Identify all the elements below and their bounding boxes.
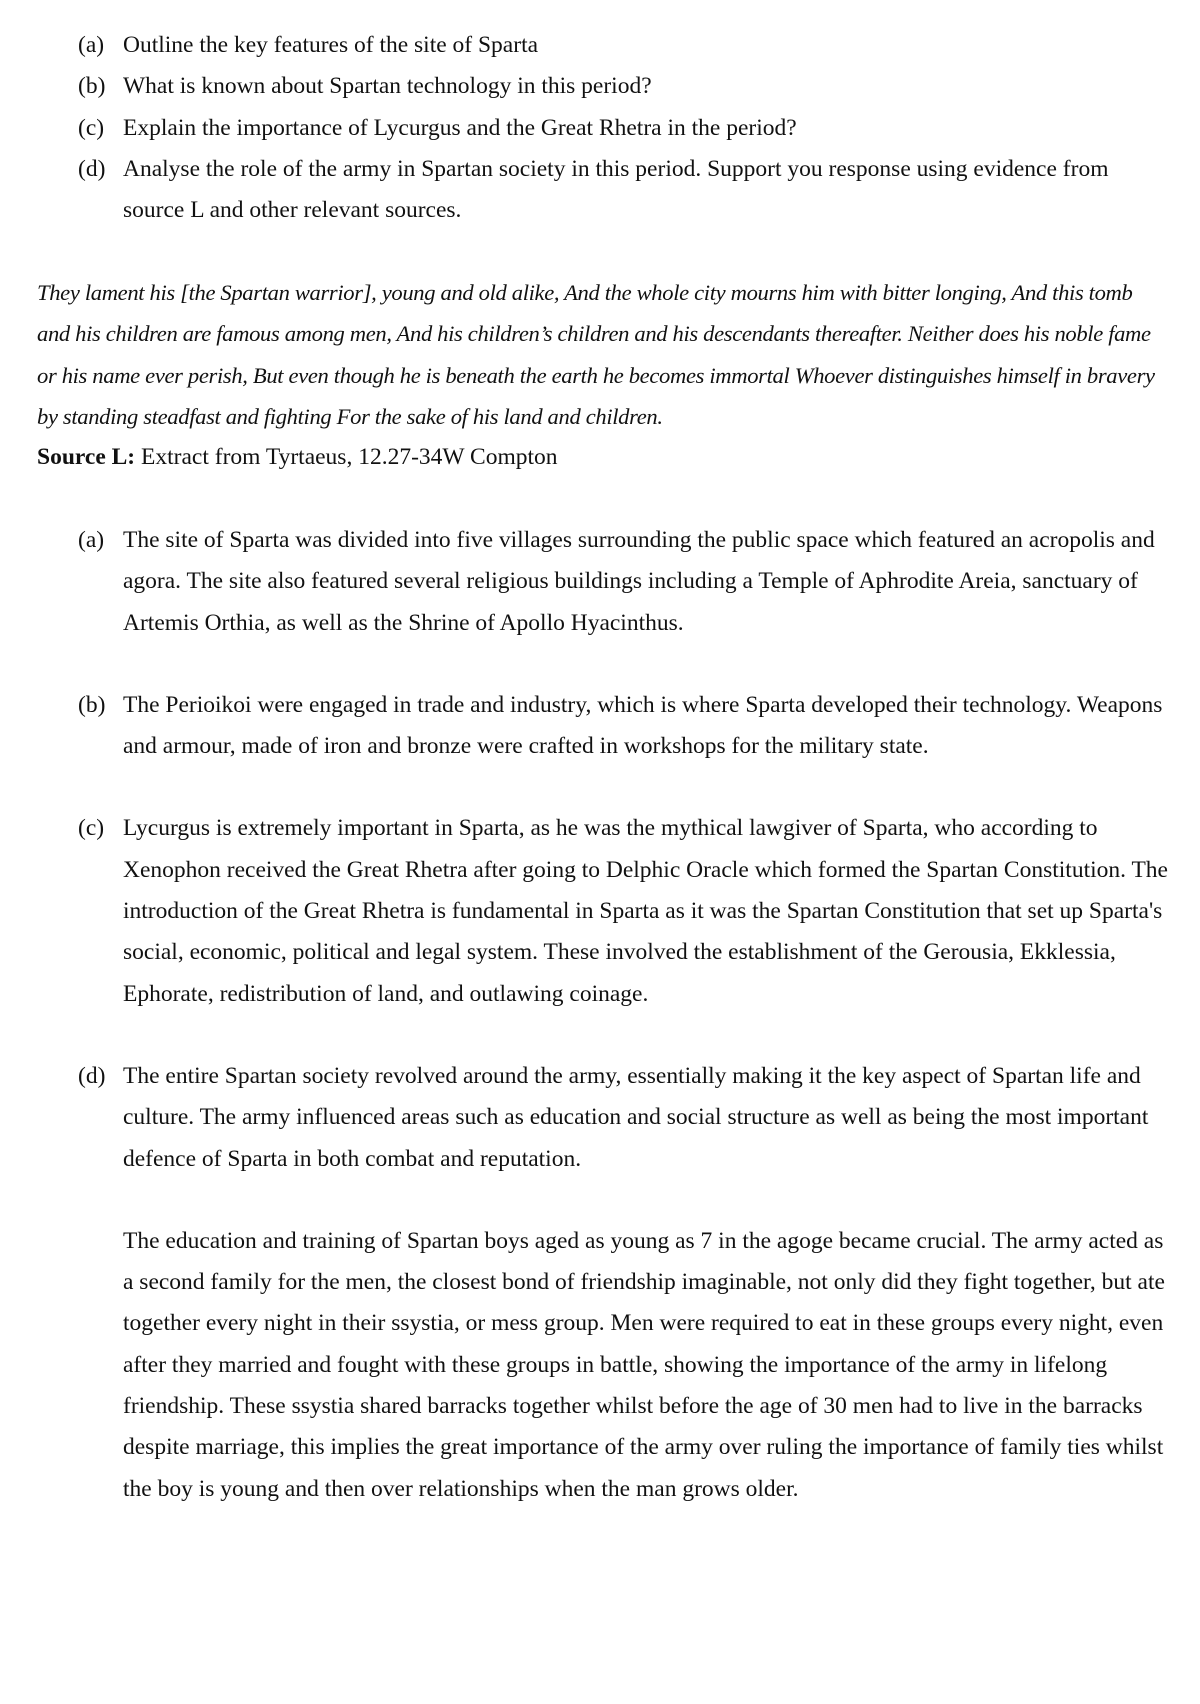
answer-paragraph: The site of Sparta was divided into five villages surrounding the public space which featured an acropolis and agora. The site also featured several religious buildings including a Temple of Aphrodite Areia, sanctuary of Artemis Orthia, as well as the Shrine of Apollo Hyacinthus.: [123, 527, 1155, 636]
answer-marker: (c): [78, 815, 105, 842]
question-item: [78, 25, 1168, 66]
answer-item: [78, 520, 1173, 644]
question-list: [78, 25, 1168, 231]
question-text: What is known about Spartan technology in this period?: [123, 73, 652, 100]
question-item: [78, 108, 1168, 149]
question-marker: (a): [78, 32, 105, 58]
answer-marker: (b): [78, 691, 106, 718]
question-marker: (d): [78, 155, 106, 182]
answer-marker: (a): [78, 527, 105, 553]
question-marker: (c): [78, 114, 105, 141]
source-quote: They lament his [the Spartan warrior], young and old alike, And the whole city mourns him with bitter longing, And this tomb and his children are famous among men, And his children’s children and his descendants thereafter. Neither does his noble fame or his name ever perish, But even though he is beneath the earth he becomes immortal Whoever distinguishes himself in bravery by standing steadfast and fighting For the sake of his land and children.: [37, 280, 1155, 429]
answer-paragraph-continued: The education and training of Spartan boys aged as young as 7 in the agoge became crucial. The army acted as a second family for the men, the closest bond of friendship imaginable, not only did they fight together, but ate together every night in their ssystia, or mess group. Men were required to eat in these groups every night, even after they married and fought with these groups in battle, showing the importance of the army in lifelong friendship. These ssystia shared barracks together whilst before the age of 30 men had to live in the barracks despite marriage, this implies the great importance of the army over ruling the importance of family ties whilst the boy is young and then over relationships when the man grows older.: [123, 1227, 1165, 1502]
question-item: [78, 149, 1168, 232]
answer-item: [78, 808, 1173, 1014]
question-text: Analyse the role of the army in Spartan society in this period. Support you response using evidence from source L and other relevant sources.: [123, 155, 1109, 224]
question-text: Outline the key features of the site of Sparta: [123, 32, 539, 58]
source-citation-text: Extract from Tyrtaeus, 12.27-34W Compton: [135, 444, 558, 471]
answer-paragraph: The Perioikoi were engaged in trade and industry, which is where Sparta developed their technology. Weapons and armour, made of iron and bronze were crafted in workshops for the military state.: [123, 691, 1163, 760]
source-citation: [37, 437, 1167, 478]
source-block: [37, 272, 1167, 478]
answer-paragraph: The entire Spartan society revolved around the army, essentially making it the key aspect of Spartan life and culture. The army influenced areas such as education and social structure as well as being the most important defence of Sparta in both combat and reputation.: [123, 1062, 1149, 1172]
question-text: Explain the importance of Lycurgus and the Great Rhetra in the period?: [123, 114, 797, 141]
answer-paragraph: Lycurgus is extremely important in Sparta, as he was the mythical lawgiver of Sparta, who according to Xenophon received the Great Rhetra after going to Delphic Oracle which formed the Spartan Constitution. The introduction of the Great Rhetra is fundamental in Sparta as it was the Spartan Constitution that set up Sparta's social, economic, political and legal system. These involved the establishment of the Gerousia, Ekklessia, Ephorate, redistribution of land, and outlawing coinage.: [123, 815, 1168, 1007]
answer-marker: (d): [78, 1062, 106, 1089]
answer-item: [78, 685, 1173, 768]
question-item: [78, 66, 1168, 107]
answer-item: [78, 1056, 1173, 1180]
source-citation-label: Source L:: [37, 444, 136, 471]
question-marker: (b): [78, 73, 106, 100]
answer-list: [78, 520, 1173, 1533]
